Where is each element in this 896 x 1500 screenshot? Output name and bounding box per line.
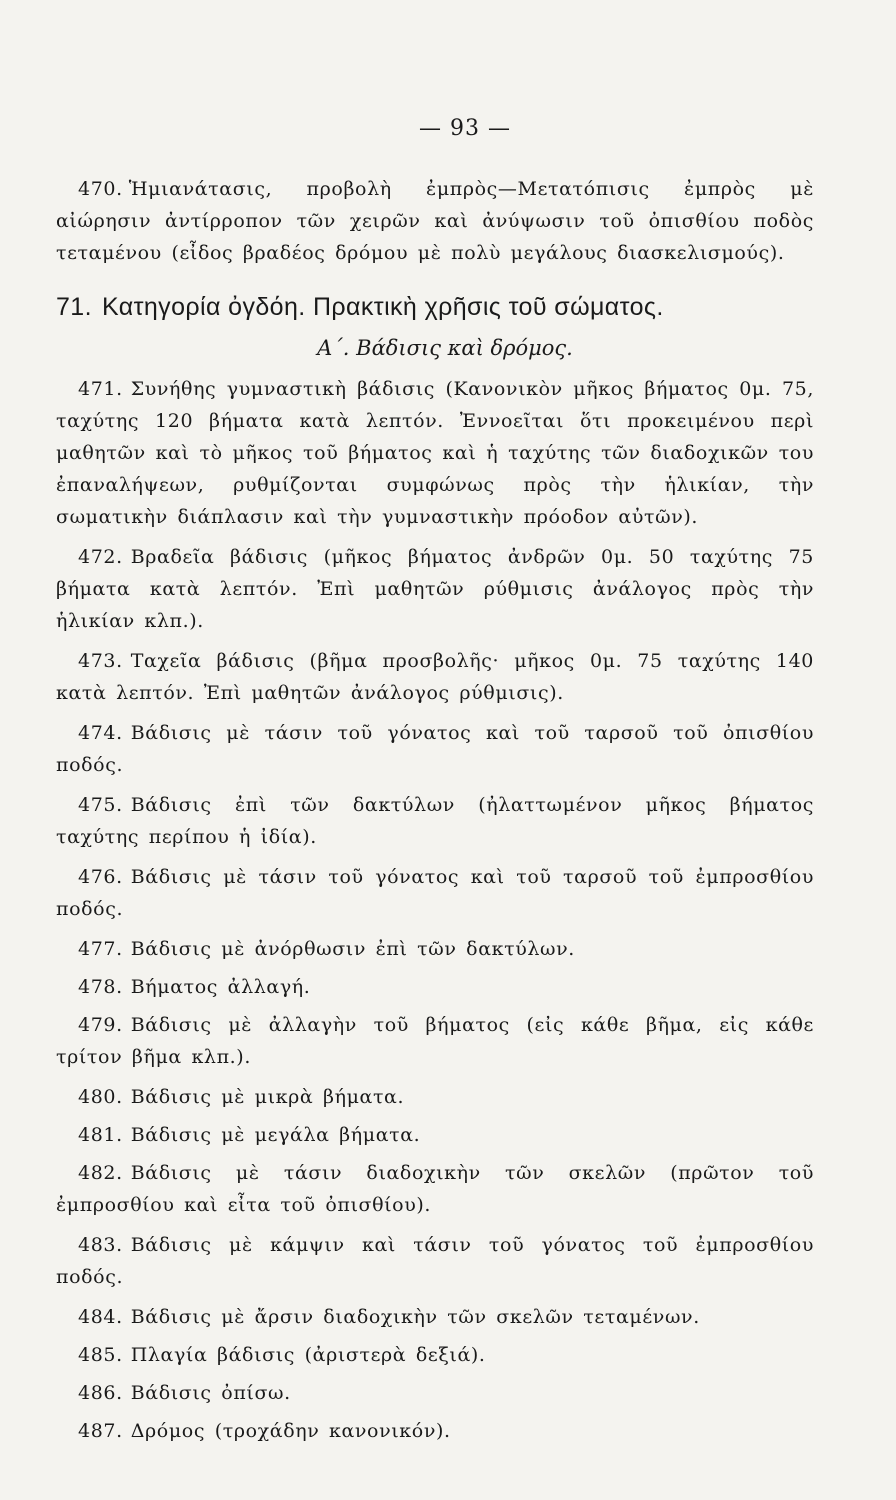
list-item-472 <box>56 541 814 637</box>
list-item-480 <box>56 1081 814 1113</box>
item-number: 477. <box>78 938 123 960</box>
item-text: Ταχεῖα βάδισις (βῆμα προσβολῆς· μῆκος 0μ. 75 ταχύτης 140 κατὰ λεπτόν. Ἐπὶ μαθητῶν ἀνάλογος ρύθμισις). <box>56 650 814 704</box>
item-text: Βάδισις μὲ ἄρσιν διαδοχικὴν τῶν σκελῶν τεταμένων. <box>130 1306 700 1328</box>
item-number: 480. <box>78 1086 123 1108</box>
item-text: Συνήθης γυμναστικὴ βάδισις (Κανονικὸν μῆκος βήματος 0μ. 75, ταχύτης 120 βήματα κατὰ λεπτόν. Ἐννοεῖται ὅτι προκειμένου περὶ μαθητῶν καὶ τὸ μῆκος τοῦ βήματος καὶ ἡ ταχύτης τῶν διαδοχικῶν του ἐπαναλήψεων, ρυθμίζονται συμφώνως πρὸς τὴν ἡλικίαν, τὴν σωματικὴν διάπλασιν καὶ τὴν γυμναστικὴν πρόοδον αὐτῶν). <box>56 378 814 528</box>
item-text: Βάδισις μὲ ἀλλαγὴν τοῦ βήματος (εἰς κάθε βῆμα, εἰς κάθε τρίτον βῆμα κλπ.). <box>56 1014 814 1068</box>
list-item-482 <box>56 1157 814 1221</box>
item-number: 484. <box>78 1306 123 1328</box>
list-item-471 <box>56 373 814 533</box>
item-number: 481. <box>78 1124 123 1146</box>
item-text: Βάδισις μὲ τάσιν διαδοχικὴν τῶν σκελῶν (πρῶτον τοῦ ἐμπροσθίου καὶ εἶτα τοῦ ὀπισθίου). <box>56 1162 814 1216</box>
item-text: Δρόμος (τροχάδην κανονικόν). <box>130 1420 451 1442</box>
list-item-475 <box>56 789 814 853</box>
section-heading: Α΄. Βάδισις καὶ δρόμος. <box>317 336 573 360</box>
chapter-heading <box>56 291 814 323</box>
item-text: Βάδισις ὀπίσω. <box>130 1382 291 1404</box>
item-text: Βάδισις μὲ τάσιν τοῦ γόνατος καὶ τοῦ ταρσοῦ τοῦ ὀπισθίου ποδός. <box>56 722 814 776</box>
item-number: 479. <box>78 1014 123 1036</box>
chapter-number: 71. <box>56 293 92 321</box>
list-item-481 <box>56 1119 814 1151</box>
item-number: 474. <box>78 722 123 744</box>
list-item-476 <box>56 861 814 925</box>
item-number: 482. <box>78 1162 123 1184</box>
item-text: Βάδισις ἐπὶ τῶν δακτύλων (ἠλαττωμένον μῆκος βήματος ταχύτης περίπου ἡ ἰδία). <box>56 794 814 848</box>
item-number: 486. <box>78 1382 123 1404</box>
item-list <box>56 373 814 1447</box>
list-item-487 <box>56 1415 814 1447</box>
chapter-title: Κατηγορία ὀγδόη. Πρακτικὴ χρῆσις τοῦ σώματος. <box>101 293 664 321</box>
list-item-486 <box>56 1377 814 1409</box>
list-item-483 <box>56 1229 814 1293</box>
item-text: Πλαγία βάδισις (ἀριστερὰ δεξιά). <box>130 1344 486 1366</box>
paragraph-470 <box>56 173 814 269</box>
item-text: Βάδισις μὲ κάμψιν καὶ τάσιν τοῦ γόνατος τοῦ ἐμπροσθίου ποδός. <box>56 1234 814 1288</box>
item-text: Βραδεῖα βάδισις (μῆκος βήματος ἀνδρῶν 0μ. 50 ταχύτης 75 βήματα κατὰ λεπτόν. Ἐπὶ μαθητῶν ρύθμισις ἀνάλογος πρὸς τὴν ἡλικίαν κλπ.). <box>56 546 814 632</box>
item-number: 478. <box>78 976 123 998</box>
item-number: 485. <box>78 1344 123 1366</box>
item-text: Βάδισις μὲ μεγάλα βήματα. <box>130 1124 421 1146</box>
item-number: 472. <box>78 546 123 568</box>
list-item-479 <box>56 1009 814 1073</box>
item-text: Βάδισις μὲ τάσιν τοῦ γόνατος καὶ τοῦ ταρσοῦ τοῦ ἐμπροσθίου ποδός. <box>56 866 814 920</box>
item-number: 487. <box>78 1420 123 1442</box>
item-number: 475. <box>78 794 123 816</box>
item-number: 483. <box>78 1234 123 1256</box>
list-item-474 <box>56 717 814 781</box>
page-number: — 93 — <box>419 116 511 141</box>
item-number: 470. <box>78 178 123 200</box>
item-number: 476. <box>78 866 123 888</box>
item-text: Βήματος ἀλλαγή. <box>130 976 311 998</box>
item-text: Ἡμιανάτασις, προβολὴ ἐμπρὸς—Μετατόπισις ἐμπρὸς μὲ αἰώρησιν ἀντίρροπον τῶν χειρῶν καὶ ἀνύψωσιν τοῦ ὀπισθίου ποδὸς τεταμένου (εἶδος βραδέος δρόμου μὲ πολὺ μεγάλους διασκελισμούς). <box>56 178 814 264</box>
item-text: Βάδισις μὲ ἀνόρθωσιν ἐπὶ τῶν δακτύλων. <box>130 938 575 960</box>
list-item-477 <box>56 933 814 965</box>
list-item-484 <box>56 1301 814 1333</box>
list-item-485 <box>56 1339 814 1371</box>
item-text: Βάδισις μὲ μικρὰ βήματα. <box>130 1086 405 1108</box>
item-number: 473. <box>78 650 123 672</box>
list-item-473 <box>56 645 814 709</box>
list-item-478 <box>56 971 814 1003</box>
item-number: 471. <box>78 378 123 400</box>
